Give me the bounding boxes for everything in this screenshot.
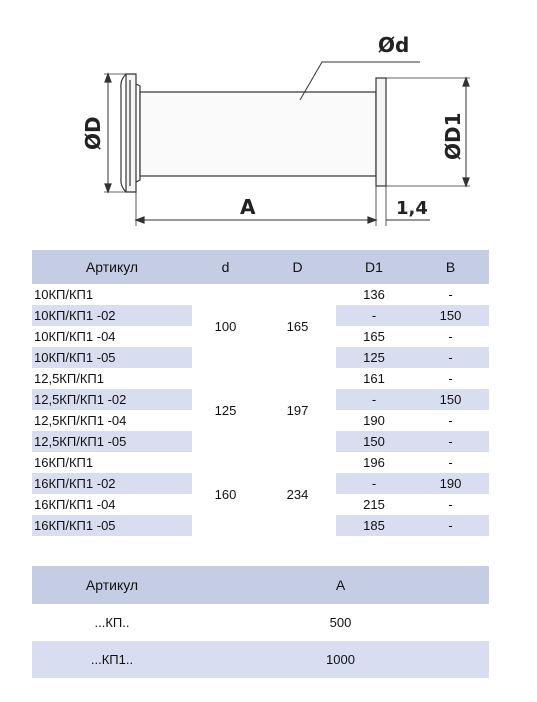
col-header-article: Артикул <box>32 250 192 284</box>
B-cell: - <box>448 371 453 386</box>
B-cell: - <box>412 515 489 536</box>
spec-header-row <box>32 250 489 284</box>
length-A-label: A <box>240 195 256 219</box>
technical-drawing <box>0 0 537 240</box>
B-cell: - <box>448 287 453 302</box>
B-cell: - <box>448 455 453 470</box>
B-cell: - <box>412 347 489 368</box>
article-cell: ...КП1.. <box>32 641 192 678</box>
D1-cell: 215 <box>363 497 385 512</box>
B-cell: 190 <box>412 473 489 494</box>
d-cell: 125 <box>214 402 237 418</box>
col-header-d: d <box>192 250 259 284</box>
article-cell: 10КП/КП1 -02 <box>32 305 192 326</box>
col-header-A: A <box>192 566 489 604</box>
article-cell: 12,5КП/КП1 <box>34 371 104 386</box>
D1-cell: 165 <box>363 329 385 344</box>
d-cell: 160 <box>214 486 237 502</box>
D1-cell: - <box>336 305 412 326</box>
B-cell: - <box>448 329 453 344</box>
article-cell: 10КП/КП1 -04 <box>34 329 116 344</box>
article-cell: 12,5КП/КП1 -02 <box>32 389 192 410</box>
diameter-d-label: Ød <box>378 33 410 57</box>
article-cell: 16КП/КП1 <box>34 455 94 470</box>
table-row <box>32 604 489 641</box>
specification-table <box>32 250 489 536</box>
article-cell: 16КП/КП1 -04 <box>34 497 116 512</box>
D1-cell: 150 <box>336 431 412 452</box>
col-header-D1: D1 <box>336 250 412 284</box>
article-cell: 12,5КП/КП1 -05 <box>32 431 192 452</box>
article-cell: 10КП/КП1 <box>34 287 94 302</box>
D1-cell: 185 <box>336 515 412 536</box>
table-row <box>32 452 489 473</box>
table-row <box>32 368 489 389</box>
diameter-D1-label: ØD1 <box>441 112 465 160</box>
B-cell: - <box>448 413 453 428</box>
A-cell: 500 <box>329 615 352 630</box>
col-header-B: B <box>412 250 489 284</box>
col-header-D: D <box>259 250 336 284</box>
table-row <box>32 284 489 305</box>
D1-cell: - <box>336 389 412 410</box>
D1-cell: 125 <box>336 347 412 368</box>
article-cell: 16КП/КП1 -02 <box>32 473 192 494</box>
D1-cell: 161 <box>363 371 385 386</box>
B-cell: - <box>448 497 453 512</box>
D1-cell: - <box>336 473 412 494</box>
article-cell: 10КП/КП1 -05 <box>32 347 192 368</box>
D1-cell: 136 <box>363 287 385 302</box>
article-cell: 12,5КП/КП1 -04 <box>34 413 127 428</box>
D-cell: 197 <box>286 402 309 418</box>
B-cell: 150 <box>412 305 489 326</box>
diameter-D-label: ØD <box>81 116 105 150</box>
D-cell: 165 <box>286 318 309 334</box>
article-cell: 16КП/КП1 -05 <box>32 515 192 536</box>
length-header-row <box>32 566 489 604</box>
length-table <box>32 566 489 678</box>
D1-cell: 196 <box>363 455 385 470</box>
gap-label: 1,4 <box>396 198 428 219</box>
D1-cell: 190 <box>363 413 385 428</box>
A-cell: 1000 <box>192 641 489 678</box>
article-cell: ...КП.. <box>94 615 130 630</box>
D-cell: 234 <box>286 486 309 502</box>
table-row <box>32 641 489 678</box>
col-header-article: Артикул <box>32 566 192 604</box>
B-cell: - <box>412 431 489 452</box>
B-cell: 150 <box>412 389 489 410</box>
d-cell: 100 <box>214 318 237 334</box>
